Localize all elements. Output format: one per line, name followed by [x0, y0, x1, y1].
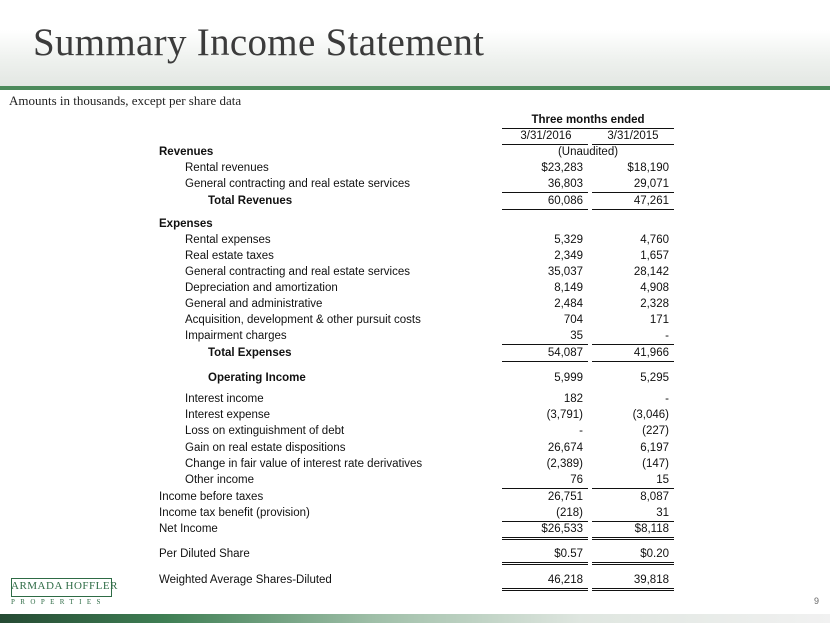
value-2015: - [665, 393, 669, 405]
value-2016: (2,389) [546, 458, 583, 470]
value-2015: 15 [656, 474, 669, 486]
row-label: Other income [185, 474, 255, 486]
value-2016: 182 [563, 393, 583, 405]
row-label: General contracting and real estate services [185, 178, 411, 190]
value-2015: 4,760 [640, 234, 669, 246]
row-label: Total Revenues [208, 195, 293, 207]
underline-2016 [502, 562, 588, 563]
row-label: Weighted Average Shares-Diluted [159, 574, 332, 586]
double-underline-2016 [502, 590, 588, 591]
logo-subtitle: PROPERTIES [11, 598, 106, 606]
value-2015: 2,328 [640, 298, 669, 310]
row-label: Expenses [159, 218, 213, 230]
double-underline-2016 [502, 539, 588, 540]
value-2015: 171 [649, 314, 669, 326]
value-2016: 704 [563, 314, 583, 326]
value-2015: $0.20 [640, 548, 669, 560]
row-label: Income before taxes [159, 491, 264, 503]
row-label: Operating Income [208, 372, 306, 384]
footer-gradient-bar [0, 614, 830, 623]
value-2015: $8,118 [634, 523, 669, 535]
row-label: Acquisition, development & other pursuit costs [185, 314, 421, 326]
row-label: Interest expense [185, 409, 271, 421]
value-2015: 28,142 [633, 266, 669, 278]
value-2016: $23,283 [541, 162, 583, 174]
value-2016: 46,218 [547, 574, 583, 586]
row-label: Loss on extinguishment of debt [185, 425, 345, 437]
value-2016: 8,149 [554, 282, 583, 294]
value-2015: - [665, 330, 669, 342]
value-2015: 41,966 [633, 347, 669, 359]
value-2016: 36,803 [547, 178, 583, 190]
value-2015: 4,908 [640, 282, 669, 294]
row-label: Impairment charges [185, 330, 287, 342]
underline-2016 [502, 588, 588, 589]
row-label: Net Income [159, 523, 218, 535]
underline-2015 [592, 361, 674, 362]
value-2016: 76 [570, 474, 583, 486]
page-subtitle: Amounts in thousands, except per share data [9, 93, 242, 108]
value-2016: 2,484 [554, 298, 583, 310]
row-label: Total Expenses [208, 347, 292, 359]
row-label: Change in fair value of interest rate derivatives [185, 458, 423, 470]
value-2015: 1,657 [640, 250, 669, 262]
underline-2016 [502, 344, 588, 345]
value-2015: 6,197 [640, 442, 669, 454]
header-divider [0, 86, 830, 90]
underline-2015 [592, 344, 674, 345]
double-underline-2015 [592, 539, 674, 540]
value-2016: 5,999 [554, 372, 583, 384]
row-label: General and administrative [185, 298, 323, 310]
underline-2016 [502, 537, 588, 538]
underline-2015 [592, 588, 674, 589]
underline-2016 [502, 192, 588, 193]
logo-name: ARMADA HOFFLER [11, 580, 118, 592]
underline-2016 [502, 488, 588, 489]
value-2016: 54,087 [547, 347, 583, 359]
underline-2015 [592, 488, 674, 489]
value-2015: 8,087 [640, 491, 669, 503]
row-label: Real estate taxes [185, 250, 274, 262]
value-2015: (147) [642, 458, 669, 470]
row-label: Income tax benefit (provision) [159, 507, 310, 519]
unaudited-note: (Unaudited) [557, 146, 619, 158]
value-2015: 47,261 [633, 195, 669, 207]
page-number: 9 [814, 596, 820, 606]
underline-2016 [502, 361, 588, 362]
double-underline-2016 [502, 564, 588, 565]
value-2015: (3,046) [632, 409, 669, 421]
value-2016: 60,086 [547, 195, 583, 207]
page-title: Summary Income Statement [33, 21, 485, 64]
double-underline-2015 [592, 564, 674, 565]
row-label: Gain on real estate dispositions [185, 442, 346, 454]
value-2016: 5,329 [554, 234, 583, 246]
underline-2015 [592, 209, 674, 210]
row-label: Revenues [159, 146, 214, 158]
value-2016: 26,674 [547, 442, 583, 454]
value-2016: - [579, 425, 583, 437]
company-logo [11, 578, 118, 608]
value-2015: (227) [642, 425, 669, 437]
value-2016: $26,533 [541, 523, 583, 535]
value-2015: 29,071 [633, 178, 669, 190]
underline-2016 [502, 209, 588, 210]
value-2015: 5,295 [640, 372, 669, 384]
row-label: Interest income [185, 393, 264, 405]
value-2016: 26,751 [547, 491, 583, 503]
double-underline-2015 [592, 590, 674, 591]
row-label: Rental revenues [185, 162, 269, 174]
value-2015: $18,190 [627, 162, 669, 174]
value-2016: 35,037 [547, 266, 583, 278]
value-2016: $0.57 [554, 548, 583, 560]
value-2016: (218) [556, 507, 583, 519]
row-label: General contracting and real estate services [185, 266, 411, 278]
value-2015: 39,818 [633, 574, 669, 586]
underline-2015 [592, 562, 674, 563]
row-label: Depreciation and amortization [185, 282, 338, 294]
value-2016: (3,791) [546, 409, 583, 421]
column-header-2016: 3/31/2016 [520, 130, 572, 142]
underline-2015 [592, 192, 674, 193]
value-2015: 31 [656, 507, 669, 519]
period-header: Three months ended [531, 114, 645, 126]
row-label: Per Diluted Share [159, 548, 250, 560]
row-label: Rental expenses [185, 234, 271, 246]
column-header-2015: 3/31/2015 [607, 130, 659, 142]
value-2016: 2,349 [554, 250, 583, 262]
underline-2015 [592, 537, 674, 538]
value-2016: 35 [570, 330, 583, 342]
